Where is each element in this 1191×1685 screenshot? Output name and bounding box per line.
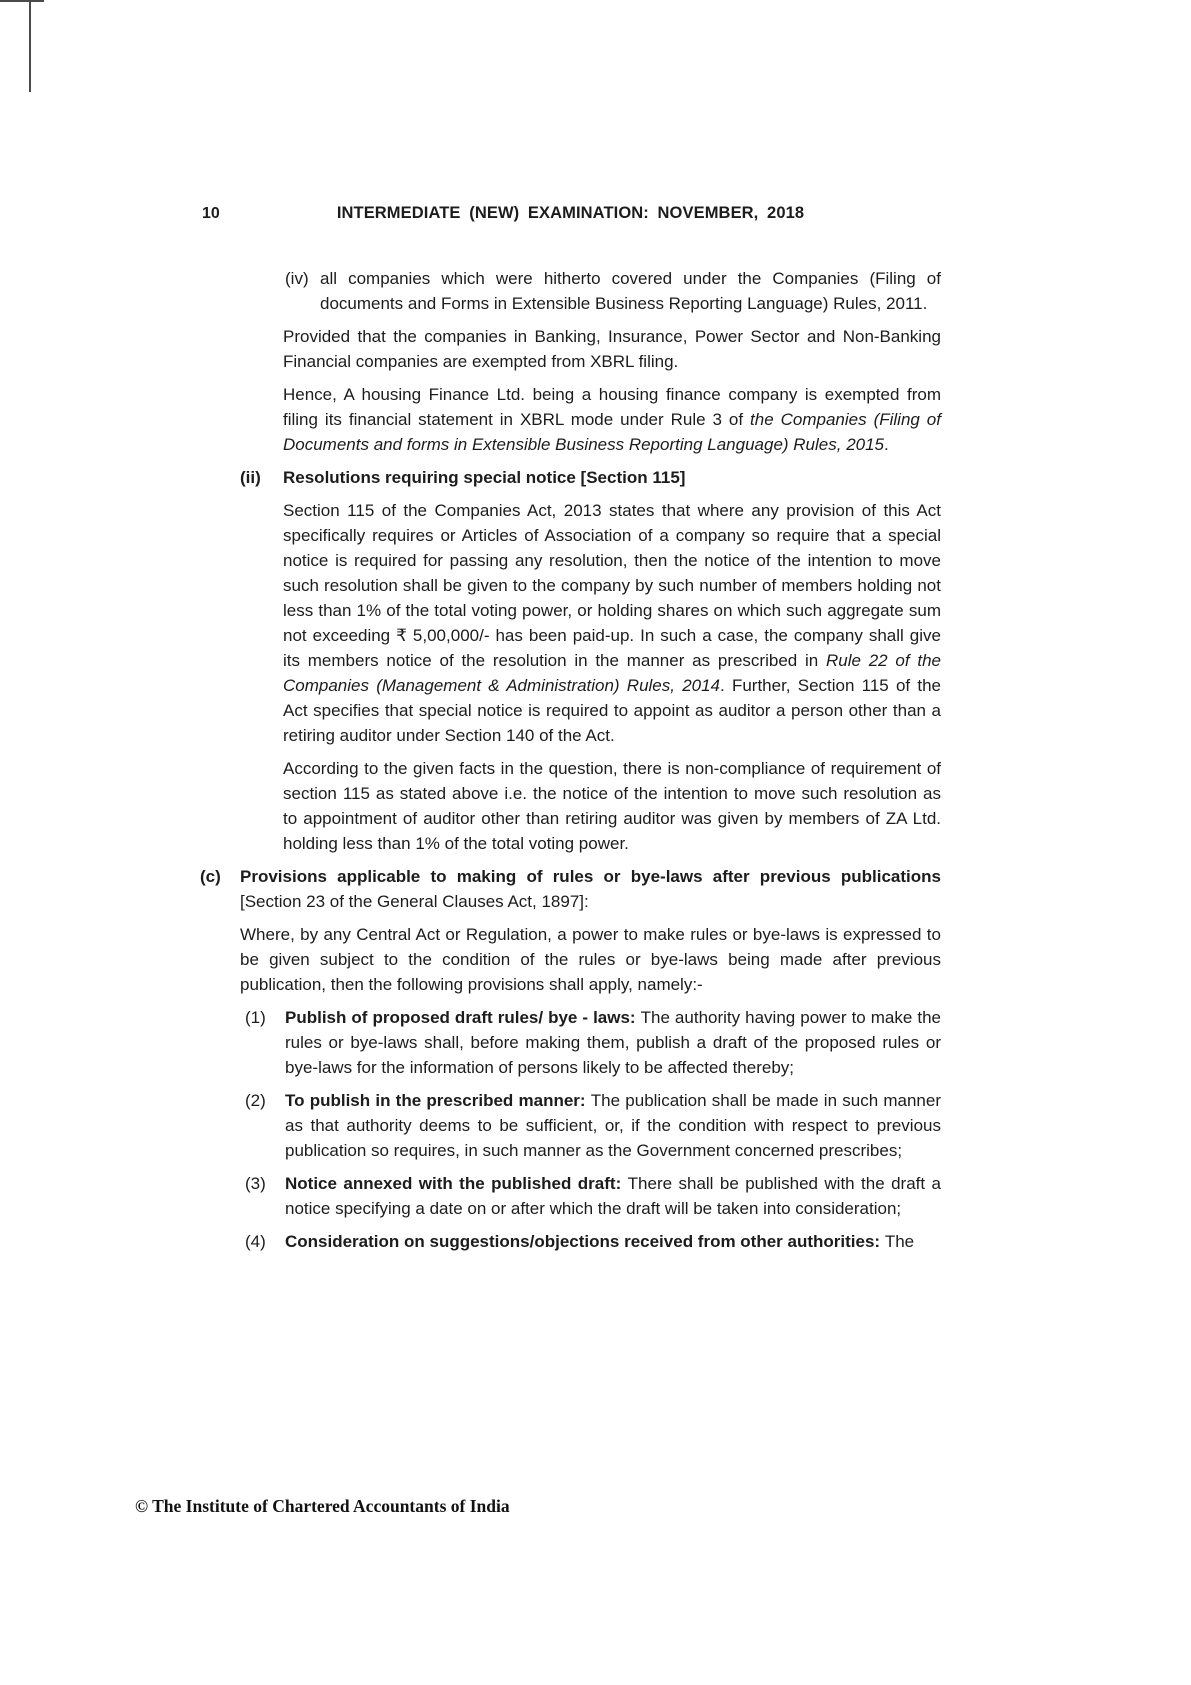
text-segment-italic: Rule 22 of the Companies (Management & Administration) Rules, 2014 bbox=[283, 651, 941, 695]
scan-artifact-horizontal bbox=[0, 0, 44, 2]
page-number: 10 bbox=[202, 205, 220, 222]
text-segment-normal: . Further, Section 115 of the Act specifies that special notice is required to appoint as auditor a person other than a retiring auditor under Section 140 of the Act. bbox=[283, 676, 941, 745]
list-marker: (ii) bbox=[240, 468, 261, 487]
text-segment-normal: The authority having power to make the rules or bye-laws shall, before making them, publish a draft of the proposed rules or bye-laws for the information of persons likely to be affected thereby; bbox=[285, 1008, 941, 1077]
text-segment-normal: The publication shall be made in such manner as that authority deems to be sufficient, or, if the condition with respect to previous publication so requires, in such manner as the Government concerned prescribes; bbox=[285, 1091, 941, 1160]
scan-artifact-vertical bbox=[29, 0, 31, 92]
page-title: INTERMEDIATE (NEW) EXAMINATION: NOVEMBER, 2018 bbox=[336, 204, 805, 222]
list-item-iv bbox=[200, 266, 941, 316]
page-header bbox=[200, 204, 941, 228]
paragraph-proviso bbox=[200, 324, 941, 374]
list-marker: (2) bbox=[245, 1091, 266, 1110]
text-segment-italic: the Companies (Filing of Documents and forms in Extensible Business Reporting Language) Rules, 2015 bbox=[283, 410, 941, 454]
list-marker: (c) bbox=[200, 867, 221, 886]
heading-ii bbox=[200, 465, 941, 490]
page-footer bbox=[135, 1496, 510, 1517]
paragraph-conclusion bbox=[200, 382, 941, 457]
copyright-text: © The Institute of Chartered Accountants of India bbox=[135, 1496, 510, 1516]
paragraph-facts bbox=[200, 756, 941, 856]
list-item-2 bbox=[200, 1088, 941, 1163]
text-segment-bold: Provisions applicable to making of rules or bye-laws after previous publications bbox=[240, 867, 941, 886]
document-body bbox=[200, 266, 941, 1262]
text-segment-bold: Resolutions requiring special notice [Section 115] bbox=[283, 468, 686, 487]
list-marker: (iv) bbox=[285, 269, 309, 288]
paragraph-where bbox=[200, 922, 941, 997]
list-marker: (1) bbox=[245, 1008, 266, 1027]
text-segment-normal: [Section 23 of the General Clauses Act, 1897]: bbox=[240, 892, 589, 911]
text-segment-normal: Provided that the companies in Banking, Insurance, Power Sector and Non-Banking Financial companies are exempted from XBRL filing. bbox=[283, 327, 941, 371]
text-segment-normal: all companies which were hitherto covered under the Companies (Filing of documents and Forms in Extensible Business Reporting Language) Rules, 2011. bbox=[320, 269, 941, 313]
heading-c bbox=[200, 864, 941, 914]
list-item-4 bbox=[200, 1229, 941, 1254]
text-segment-bold: Notice annexed with the published draft: bbox=[285, 1174, 628, 1193]
text-segment-normal: The bbox=[884, 1232, 915, 1251]
list-marker: (4) bbox=[245, 1232, 266, 1251]
list-item-3 bbox=[200, 1171, 941, 1221]
list-marker: (3) bbox=[245, 1174, 266, 1193]
list-item-1 bbox=[200, 1005, 941, 1080]
text-segment-normal: According to the given facts in the question, there is non-compliance of requirement of section 115 as stated above i.e. the notice of the intention to move such resolution as to appointment of auditor other than retiring auditor was given by members of ZA Ltd. holding less than 1% of the total voting power. bbox=[283, 759, 941, 853]
text-segment-bold: Consideration on suggestions/objections received from other authorities: bbox=[285, 1232, 885, 1251]
text-segment-normal: There shall be published with the draft a notice specifying a date on or after which the draft will be taken into consideration; bbox=[285, 1174, 941, 1218]
text-segment-normal: Where, by any Central Act or Regulation, a power to make rules or bye-laws is expressed to be given subject to the condition of the rules or bye-laws being made after previous publication, then the following provisions shall apply, namely:- bbox=[240, 925, 941, 994]
text-segment-bold: Publish of proposed draft rules/ bye - laws: bbox=[285, 1008, 641, 1027]
text-segment-normal: Section 115 of the Companies Act, 2013 states that where any provision of this Act specifically requires or Articles of Association of a company so require that a special notice is required for passing any resolution, then the notice of the intention to move such resolution shall be given to the company by such number of members holding not less than 1% of the total voting power, or holding shares on which such aggregate sum not exceeding ₹ 5,00,000/- has been paid-up. In such a case, the company shall give its members notice of the resolution in the manner as prescribed in bbox=[283, 501, 941, 670]
text-segment-normal: . bbox=[884, 435, 889, 454]
text-segment-normal: Hence, A housing Finance Ltd. being a housing finance company is exempted from filing its financial statement in XBRL mode under Rule 3 of bbox=[283, 385, 941, 429]
text-segment-bold: To publish in the prescribed manner: bbox=[285, 1091, 591, 1110]
paragraph-section-115 bbox=[200, 498, 941, 748]
